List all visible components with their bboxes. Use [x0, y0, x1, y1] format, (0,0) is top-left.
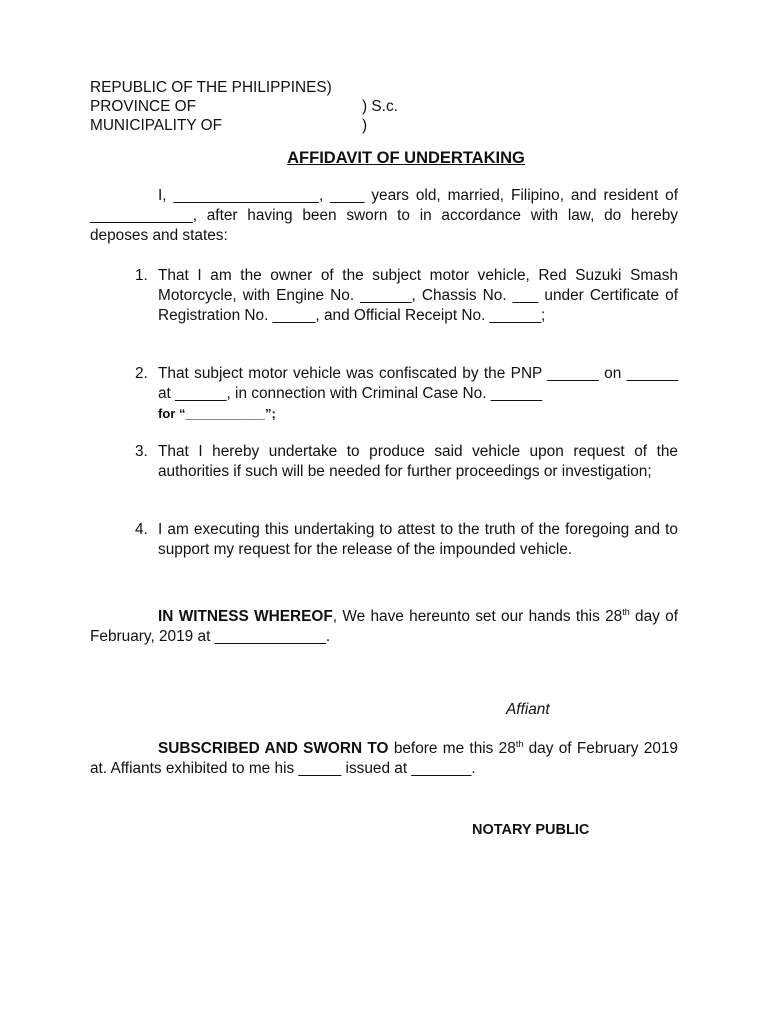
- sworn-text-2: day of February 2019 at. Affiants exhibited to me his _____ issued at _______.: [90, 740, 678, 777]
- sworn-text: before me this 28: [388, 740, 516, 757]
- witness-text-2: day of February, 2019 at _____________.: [90, 608, 679, 645]
- intro-paragraph: [90, 186, 678, 246]
- sworn-superscript: th: [515, 739, 524, 749]
- caption-line-municipality: [90, 116, 450, 135]
- statements-list-3: [135, 442, 678, 482]
- caption-republic: REPUBLIC OF THE PHILIPPINES): [90, 79, 332, 96]
- sworn-paragraph: [90, 739, 678, 779]
- statement-number: 3.: [135, 443, 148, 460]
- document-title: AFFIDAVIT OF UNDERTAKING: [287, 149, 525, 167]
- caption-municipality: MUNICIPALITY OF: [90, 117, 222, 134]
- statement-item-4: [135, 520, 678, 560]
- intro-text: I, _________________, ____ years old, married, Filipino, and resident of ____________, after having been sworn to in accordance with law, do hereby deposes and states:: [90, 187, 678, 244]
- statement-tail: for “___________”;: [158, 406, 276, 421]
- statements-list: [135, 266, 678, 326]
- statements-list-4: [135, 520, 678, 560]
- witness-text: , We have hereunto set our hands this 28: [332, 608, 623, 625]
- statement-text: That subject motor vehicle was confiscated by the PNP ______ on ______ at ______, in connection with Criminal Case No. ______: [158, 365, 678, 402]
- affiant-label: Affiant: [506, 701, 550, 718]
- statement-text: That I am the owner of the subject motor vehicle, Red Suzuki Smash Motorcycle, with Engine No. ______, Chassis No. ___ under Certificate of Registration No. _____, and Official Receipt No. ______;: [158, 267, 678, 324]
- statement-item-2: [135, 364, 678, 424]
- caption-line-province: [90, 97, 450, 116]
- statement-text: That I hereby undertake to produce said vehicle upon request of the authorities if such will be needed for further proceedings or investigation;: [158, 443, 678, 480]
- caption-paren: ): [362, 117, 368, 134]
- caption-province: PROVINCE OF: [90, 98, 197, 115]
- notary-public-label: NOTARY PUBLIC: [472, 822, 590, 838]
- caption-sc: ) S.c.: [362, 98, 398, 115]
- sworn-heading: SUBSCRIBED AND SWORN TO: [158, 740, 389, 757]
- statement-number: 2.: [135, 365, 148, 382]
- venue-caption: [90, 78, 450, 135]
- statements-list-2: [135, 364, 678, 424]
- statement-text: I am executing this undertaking to attest to the truth of the foregoing and to support my request for the release of the impounded vehicle.: [158, 521, 678, 558]
- witness-heading: IN WITNESS WHEREOF: [158, 608, 333, 625]
- witness-paragraph: [90, 607, 678, 647]
- statement-number: 1.: [135, 267, 148, 284]
- statement-item-1: [135, 266, 678, 326]
- witness-superscript: th: [622, 607, 630, 617]
- statement-number: 4.: [135, 521, 148, 538]
- statement-item-3: [135, 442, 678, 482]
- caption-line-republic: [90, 78, 450, 97]
